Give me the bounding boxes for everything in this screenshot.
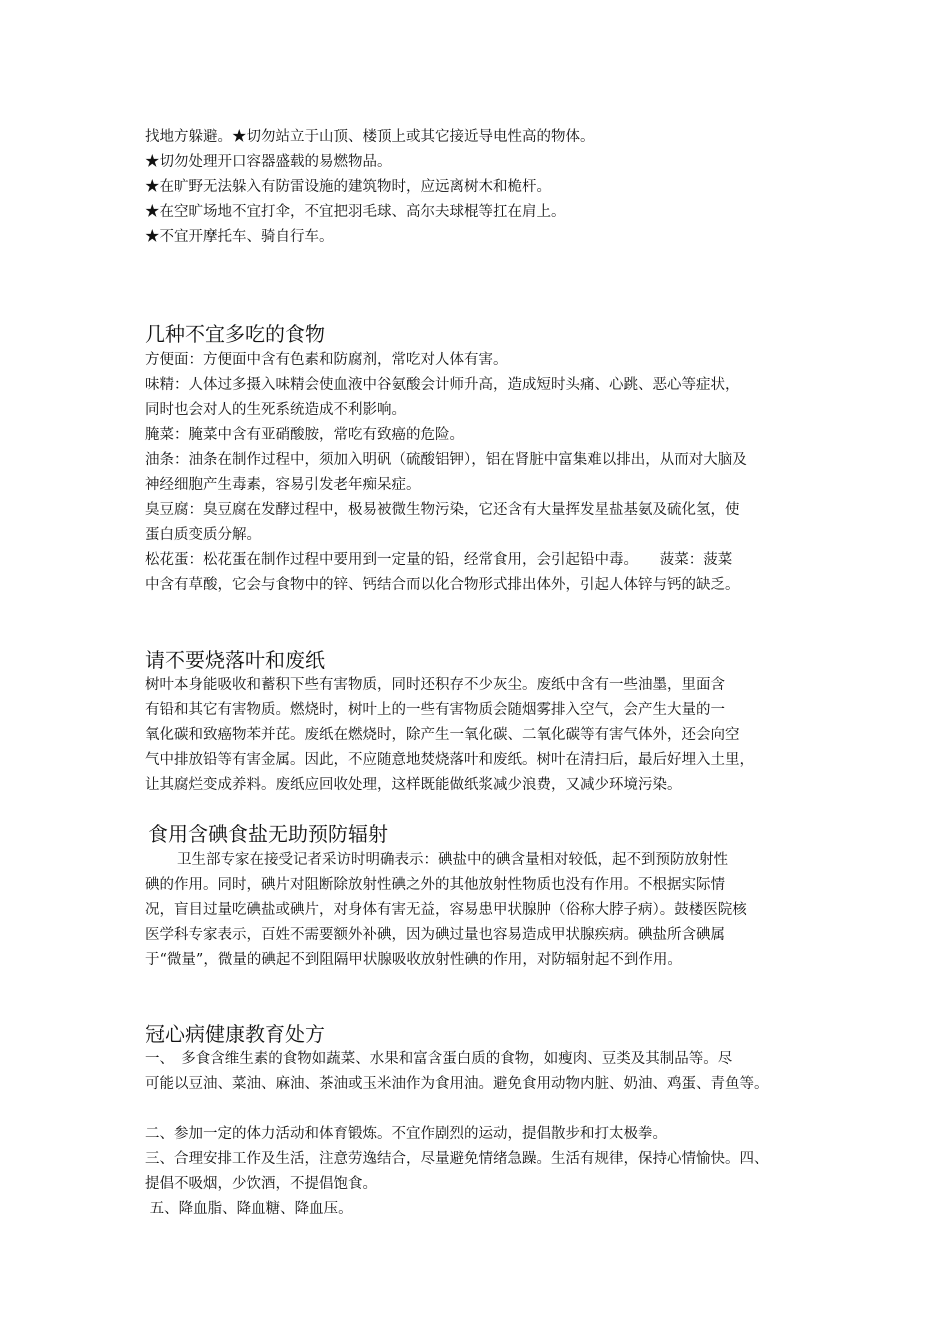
iodine-line: 碘的作用。同时，碘片对阻断除放射性碘之外的其他放射性物质也没有作用。不根据实际情 — [145, 877, 725, 893]
heart-line: 五、降血脂、降血糖、降血压。 — [145, 1201, 353, 1217]
leaves-line: 让其腐烂变成养料。废纸应回收处理，这样既能做纸浆减少浪费，又减少环境污染。 — [145, 777, 682, 793]
iodine-line: 于“微量”，微量的碘起不到阻隔甲状腺吸收放射性碘的作用，对防辐射起不到作用。 — [145, 952, 682, 968]
foods-line: 蛋白质变质分解。 — [145, 527, 261, 543]
lightning-line: ★在空旷场地不宜打伞，不宜把羽毛球、高尔夫球棍等扛在肩上。 — [145, 204, 566, 220]
foods-line: 同时也会对人的生死系统造成不利影响。 — [145, 402, 406, 418]
heart-line: 可能以豆油、菜油、麻油、茶油或玉米油作为食用油。避免食用动物内脏、奶油、鸡蛋、青鱼等。 — [145, 1076, 769, 1092]
section-title-leaves: 请不要烧落叶和废纸 — [145, 648, 325, 672]
leaves-line: 有铅和其它有害物质。燃烧时，树叶上的一些有害物质会随烟雾排入空气，会产生大量的一 — [145, 702, 725, 718]
heart-line: 一、 多食含维生素的食物如蔬菜、水果和富含蛋白质的食物，如瘦肉、豆类及其制品等。尽 — [145, 1051, 733, 1067]
foods-line: 方便面：方便面中含有色素和防腐剂，常吃对人体有害。 — [145, 352, 508, 368]
heart-line: 三、合理安排工作及生活，注意劳逸结合，尽量避免情绪急躁。生活有规律，保持心情愉快。四、 — [145, 1151, 769, 1167]
section-title-heart: 冠心病健康教育处方 — [145, 1022, 325, 1046]
iodine-line: 况，盲目过量吃碘盐或碘片，对身体有害无益，容易患甲状腺肿（俗称大脖子病）。鼓楼医院核 — [145, 902, 747, 918]
lightning-line: ★不宜开摩托车、骑自行车。 — [145, 229, 334, 245]
foods-line: 腌菜：腌菜中含有亚硝酸胺，常吃有致癌的危险。 — [145, 427, 464, 443]
lightning-line: 找地方躲避。★切勿站立于山顶、楼顶上或其它接近导电性高的物体。 — [145, 129, 595, 145]
leaves-line: 气中排放铅等有害金属。因此，不应随意地焚烧落叶和废纸。树叶在清扫后，最后好埋入土里， — [145, 752, 754, 768]
leaves-line: 氧化碳和致癌物苯并芘。废纸在燃烧时，除产生一氧化碳、二氧化碳等有害气体外，还会向空 — [145, 727, 740, 743]
foods-line: 神经细胞产生毒素，容易引发老年痴呆症。 — [145, 477, 421, 493]
foods-line: 油条：油条在制作过程中，须加入明矾（硫酸铝钾），铝在肾脏中富集难以排出，从而对大脑及 — [145, 452, 747, 468]
lightning-line: ★切勿处理开口容器盛载的易燃物品。 — [145, 154, 392, 170]
section-title-foods: 几种不宜多吃的食物 — [145, 322, 325, 346]
foods-line: 中含有草酸，它会与食物中的锌、钙结合而以化合物形式排出体外，引起人体锌与钙的缺乏。 — [145, 577, 740, 593]
heart-line: 二、参加一定的体力活动和体育锻炼。不宜作剧烈的运动，提倡散步和打太极拳。 — [145, 1126, 667, 1142]
foods-line: 味精：人体过多摄入味精会使血液中谷氨酸会计师升高，造成短时头痛、心跳、恶心等症状， — [145, 377, 740, 393]
iodine-line: 卫生部专家在接受记者采访时明确表示：碘盐中的碘含量相对较低，起不到预防放射性 — [177, 852, 728, 868]
leaves-line: 树叶本身能吸收和蓄积下些有害物质，同时还积存不少灰尘。废纸中含有一些油墨，里面含 — [145, 677, 725, 693]
foods-line: 松花蛋：松花蛋在制作过程中要用到一定量的铅，经常食用，会引起铅中毒。 菠菜：菠菜 — [145, 552, 733, 568]
lightning-line: ★在旷野无法躲入有防雷设施的建筑物时，应远离树木和桅杆。 — [145, 179, 551, 195]
iodine-line: 医学科专家表示，百姓不需要额外补碘，因为碘过量也容易造成甲状腺疾病。碘盐所含碘属 — [145, 927, 725, 943]
section-title-iodine: 食用含碘食盐无助预防辐射 — [148, 822, 388, 846]
heart-line: 提倡不吸烟，少饮酒，不提倡饱食。 — [145, 1176, 377, 1192]
foods-line: 臭豆腐：臭豆腐在发酵过程中，极易被微生物污染，它还含有大量挥发星盐基氨及硫化氢，使 — [145, 502, 740, 518]
